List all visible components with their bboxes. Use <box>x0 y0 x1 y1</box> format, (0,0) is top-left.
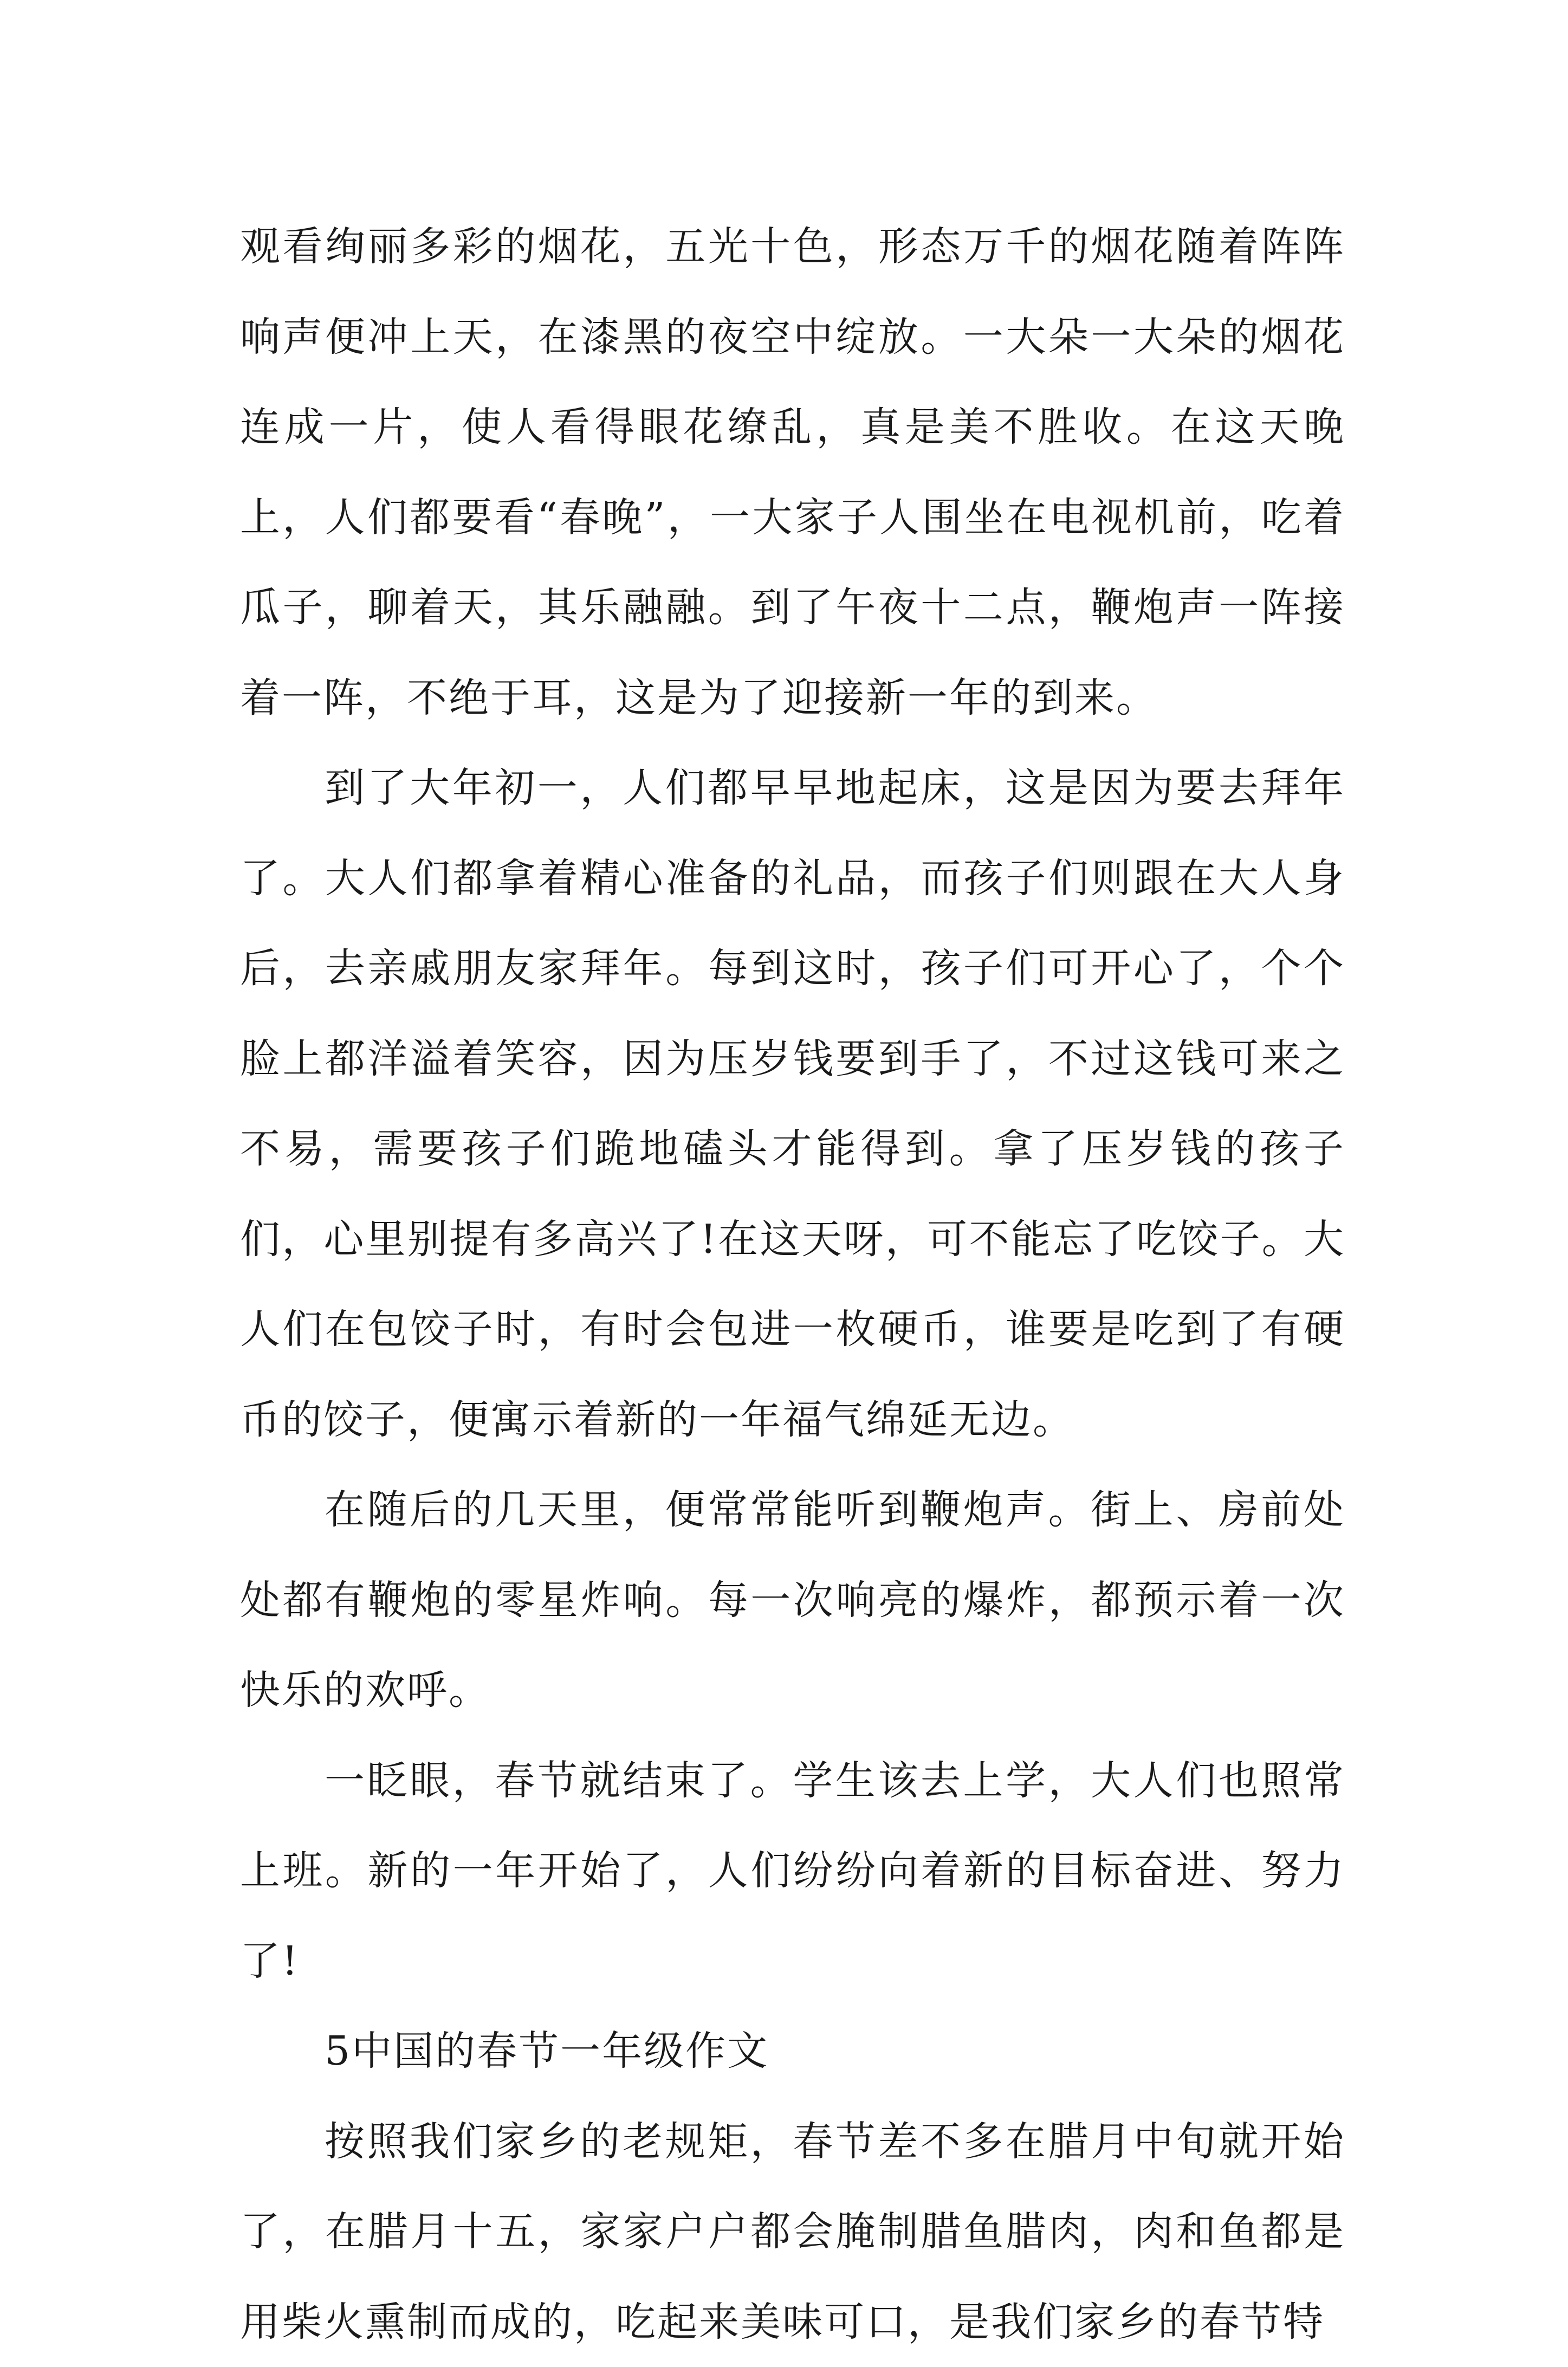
essay-title: 5中国的春节一年级作文 <box>240 2006 1345 2097</box>
paragraph-festival-ends: 一眨眼，春节就结束了。学生该去上学，大人们也照常上班。新的一年开始了，人们纷纷向着新的目标奋进、努力了! <box>240 1736 1345 2007</box>
document-body <box>240 202 1345 2367</box>
paragraph-fireworks-night: 观看绚丽多彩的烟花，五光十色，形态万千的烟花随着阵阵响声便冲上天，在漆黑的夜空中绽放。一大朵一大朵的烟花连成一片，使人看得眼花缭乱，真是美不胜收。在这天晚上，人们都要看“春晚”，一大家子人围坐在电视机前，吃着瓜子，聊着天，其乐融融。到了午夜十二点，鞭炮声一阵接着一阵，不绝于耳，这是为了迎接新一年的到来。 <box>240 202 1345 743</box>
paragraph-hometown-customs: 按照我们家乡的老规矩，春节差不多在腊月中旬就开始了，在腊月十五，家家户户都会腌制腊鱼腊肉，肉和鱼都是用柴火熏制而成的，吃起来美味可口，是我们家乡的春节特 <box>240 2097 1345 2367</box>
paragraph-following-days: 在随后的几天里，便常常能听到鞭炮声。街上、房前处处都有鞭炮的零星炸响。每一次响亮的爆炸，都预示着一次快乐的欢呼。 <box>240 1465 1345 1736</box>
paragraph-new-year-day: 到了大年初一，人们都早早地起床，这是因为要去拜年了。大人们都拿着精心准备的礼品，而孩子们则跟在大人身后，去亲戚朋友家拜年。每到这时，孩子们可开心了，个个脸上都洋溢着笑容，因为压岁钱要到手了，不过这钱可来之不易，需要孩子们跪地磕头才能得到。拿了压岁钱的孩子们，心里别提有多高兴了!在这天呀，可不能忘了吃饺子。大人们在包饺子时，有时会包进一枚硬币，谁要是吃到了有硬币的饺子，便寓示着新的一年福气绵延无边。 <box>240 743 1345 1465</box>
